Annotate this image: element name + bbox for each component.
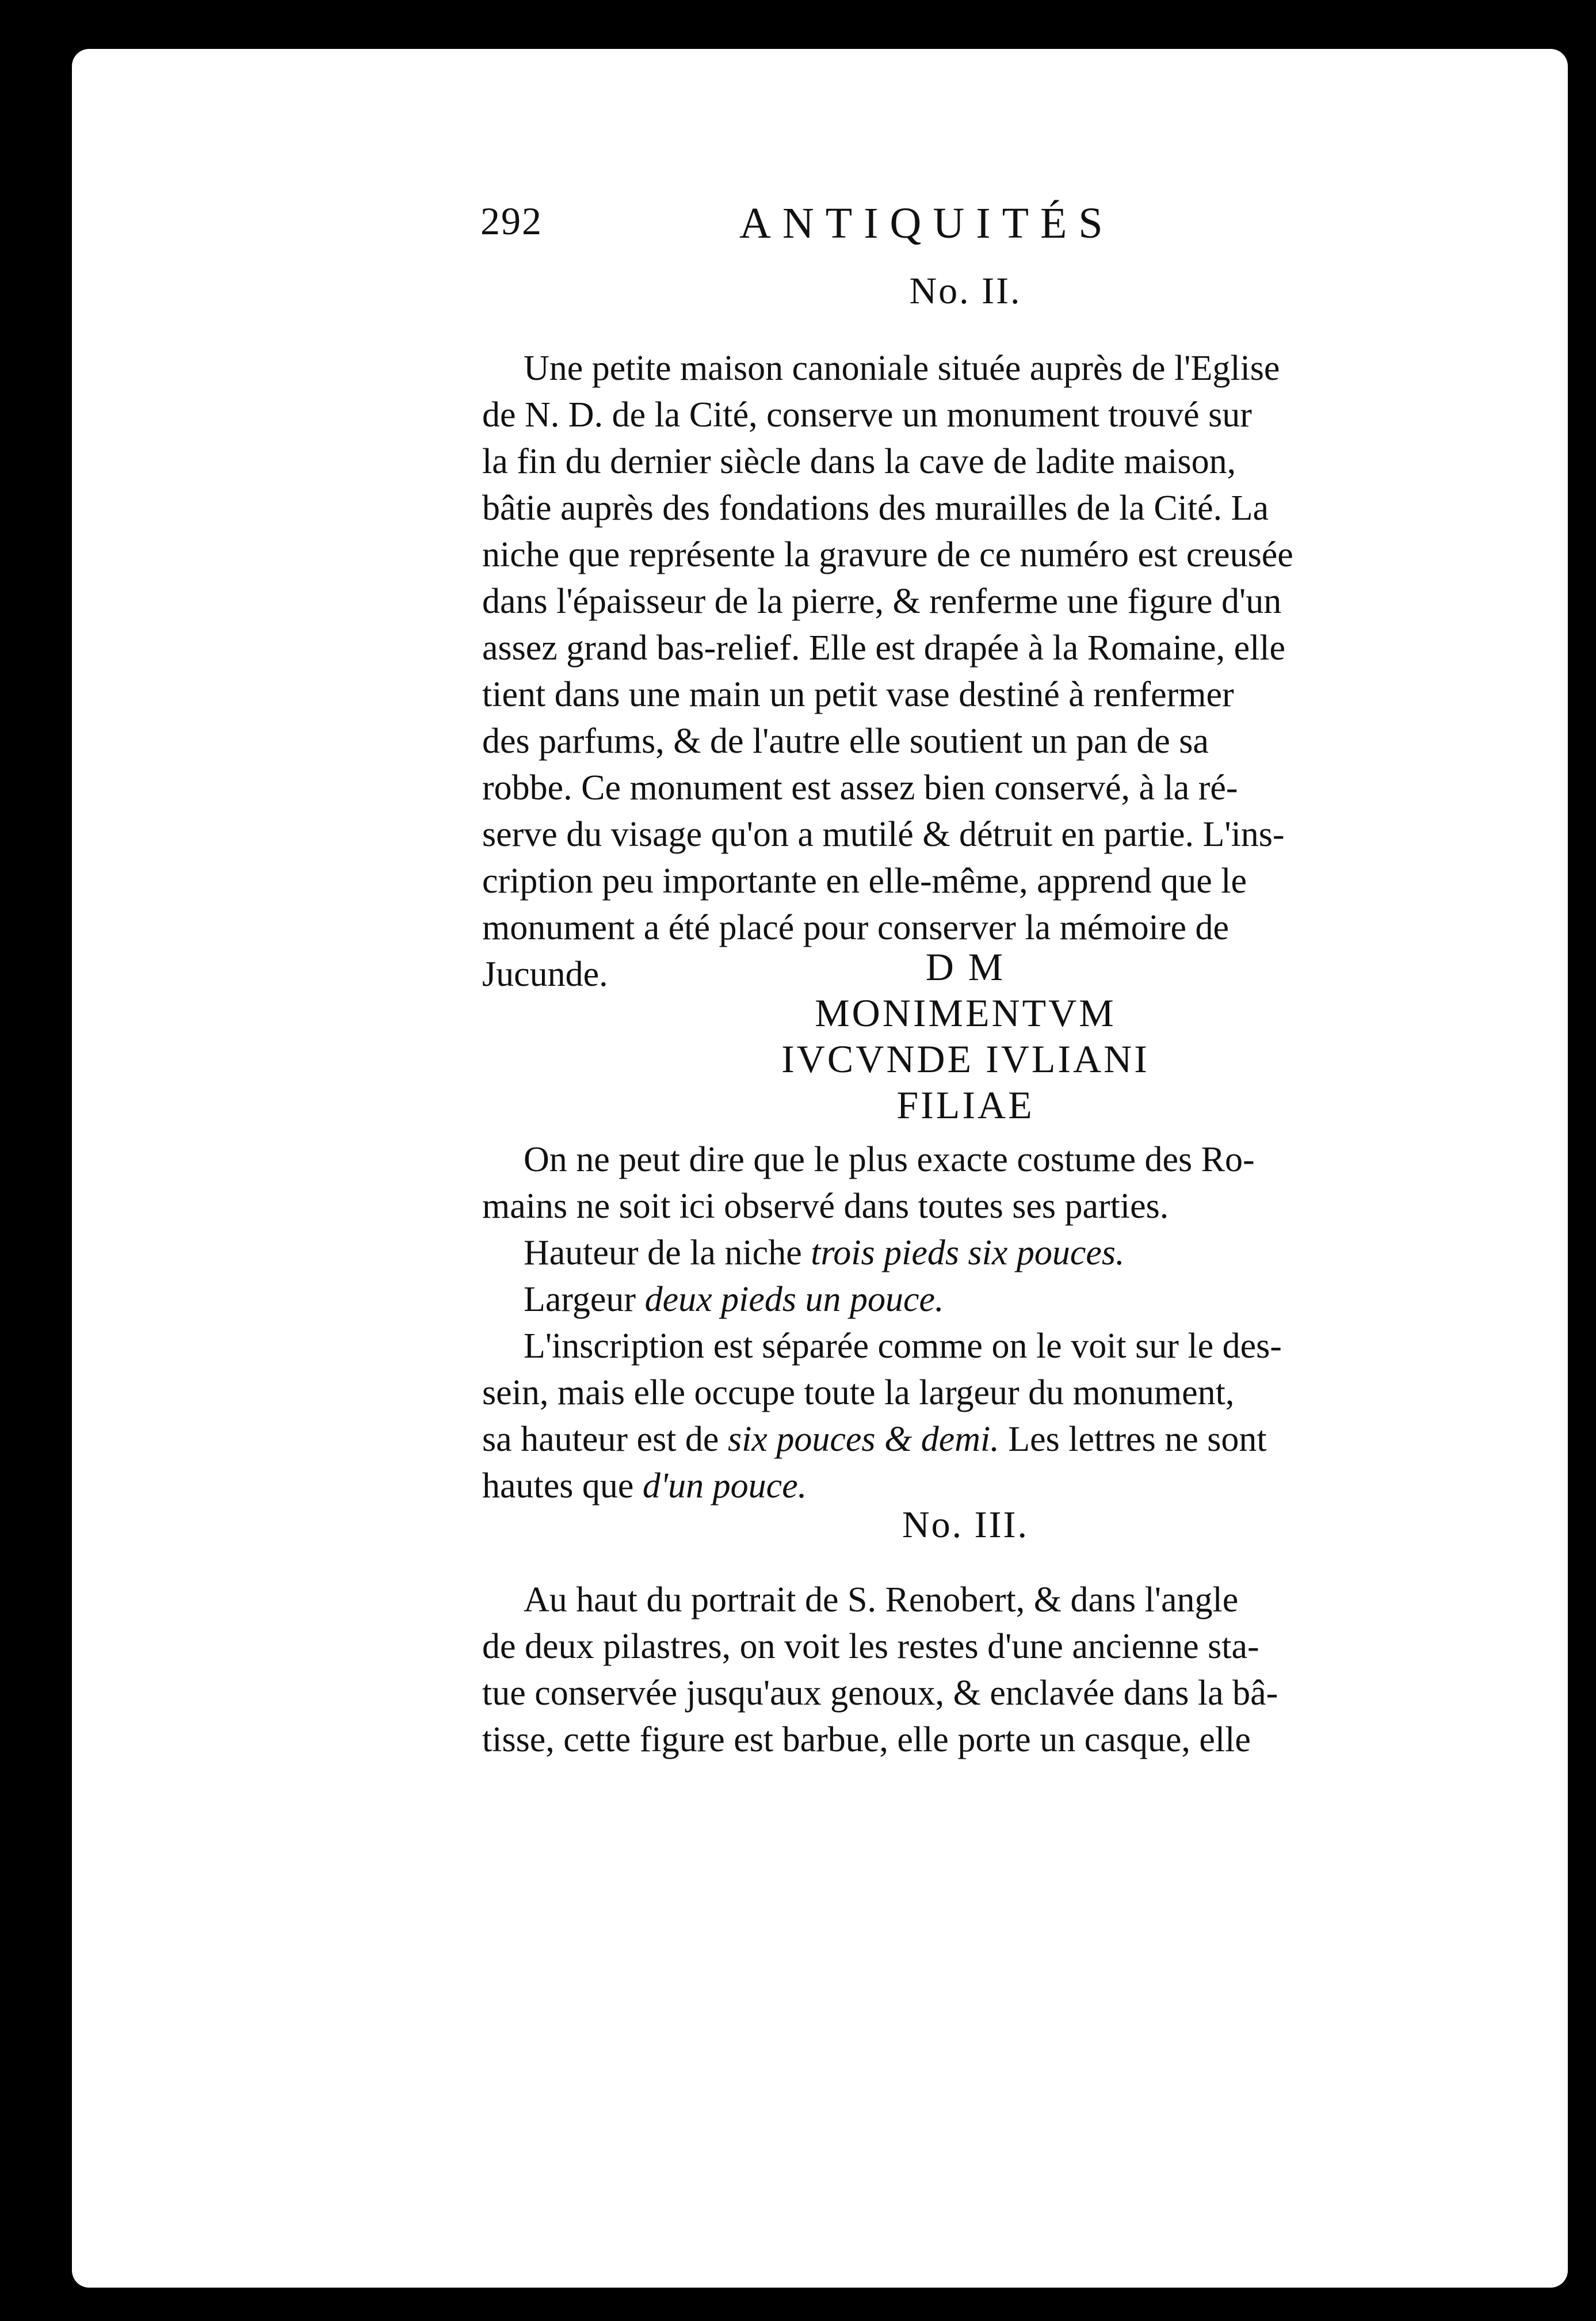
paragraph-line: tient dans une main un petit vase destiné à renfermer bbox=[482, 675, 1234, 714]
section-heading-2: No. II. bbox=[909, 270, 1022, 312]
width-label: Largeur bbox=[524, 1280, 636, 1319]
paragraph-line: la fin du dernier siècle dans la cave de ladite maison, bbox=[482, 442, 1236, 481]
paragraph-line: tue conservée jusqu'aux genoux, & enclavée dans la bâ- bbox=[482, 1674, 1278, 1713]
paragraph-line: assez grand bas-relief. Elle est drapée à la Romaine, elle bbox=[482, 628, 1286, 668]
width-line bbox=[482, 1276, 1449, 1323]
note-text: sa hauteur est de bbox=[482, 1420, 719, 1459]
paragraph-line: monument a été placé pour conserver la mémoire de bbox=[482, 908, 1230, 947]
paragraph-line: Une petite maison canoniale située auprès de l'Eglise bbox=[524, 349, 1280, 388]
section-2-paragraph bbox=[482, 345, 1449, 998]
height-label: Hauteur de la niche bbox=[524, 1233, 802, 1272]
inscription-line: FILIAE bbox=[896, 1083, 1034, 1127]
inscription-line: MONIMENTVM bbox=[815, 991, 1116, 1035]
height-line bbox=[482, 1230, 1449, 1276]
paragraph-line: Au haut du portrait de S. Renobert, & dans l'angle bbox=[524, 1580, 1239, 1619]
paragraph-line: tisse, cette figure est barbue, elle porte un casque, elle bbox=[482, 1720, 1251, 1759]
section-3-paragraph bbox=[482, 1577, 1449, 1763]
inscription-note-line: L'inscription est séparée comme on le voit sur le des- bbox=[524, 1327, 1282, 1366]
paragraph-line: Jucunde. bbox=[482, 955, 608, 994]
section-2-notes bbox=[482, 1137, 1449, 1510]
width-value: deux pieds un pouce. bbox=[644, 1280, 944, 1319]
page-header bbox=[480, 199, 1458, 262]
paragraph-line: dans l'épaisseur de la pierre, & renferme une figure d'un bbox=[482, 582, 1282, 621]
inscription-line: D M bbox=[925, 945, 1006, 989]
note-italic: d'un pouce. bbox=[642, 1466, 807, 1506]
paragraph-line: de N. D. de la Cité, conserve un monument trouvé sur bbox=[482, 395, 1252, 435]
paragraph-line: robbe. Ce monument est assez bien conservé, à la ré- bbox=[482, 768, 1238, 807]
section-heading-3: No. III. bbox=[902, 1504, 1029, 1546]
latin-inscription bbox=[482, 944, 1449, 1128]
note-text: hautes que bbox=[482, 1466, 634, 1506]
inscription-note-line bbox=[482, 1416, 1449, 1463]
paragraph-line: serve du visage qu'on a mutilé & détruit en partie. L'ins- bbox=[482, 815, 1285, 854]
page-number: 292 bbox=[480, 199, 543, 243]
note-italic: six pouces & demi. bbox=[727, 1420, 999, 1459]
inscription-note-line: sein, mais elle occupe toute la largeur du monument, bbox=[482, 1373, 1235, 1412]
costume-line: On ne peut dire que le plus exacte costume des Ro- bbox=[524, 1140, 1255, 1179]
inscription-note-line bbox=[482, 1463, 1449, 1510]
paragraph-line: bâtie auprès des fondations des murailles de la Cité. La bbox=[482, 489, 1269, 528]
paragraph-line: niche que représente la gravure de ce numéro est creusée bbox=[482, 535, 1293, 574]
costume-line: mains ne soit ici observé dans toutes ses parties. bbox=[482, 1187, 1169, 1226]
running-title: ANTIQUITÉS bbox=[739, 199, 1114, 247]
note-text: Les lettres ne sont bbox=[1008, 1420, 1267, 1459]
height-value: trois pieds six pouces. bbox=[811, 1233, 1125, 1272]
inscription-line: IVCVNDE IVLIANI bbox=[781, 1037, 1150, 1081]
paragraph-line: cription peu importante en elle-même, apprend que le bbox=[482, 862, 1247, 901]
paragraph-line: de deux pilastres, on voit les restes d'une ancienne sta- bbox=[482, 1627, 1259, 1666]
paragraph-line: des parfums, & de l'autre elle soutient un pan de sa bbox=[482, 722, 1209, 761]
